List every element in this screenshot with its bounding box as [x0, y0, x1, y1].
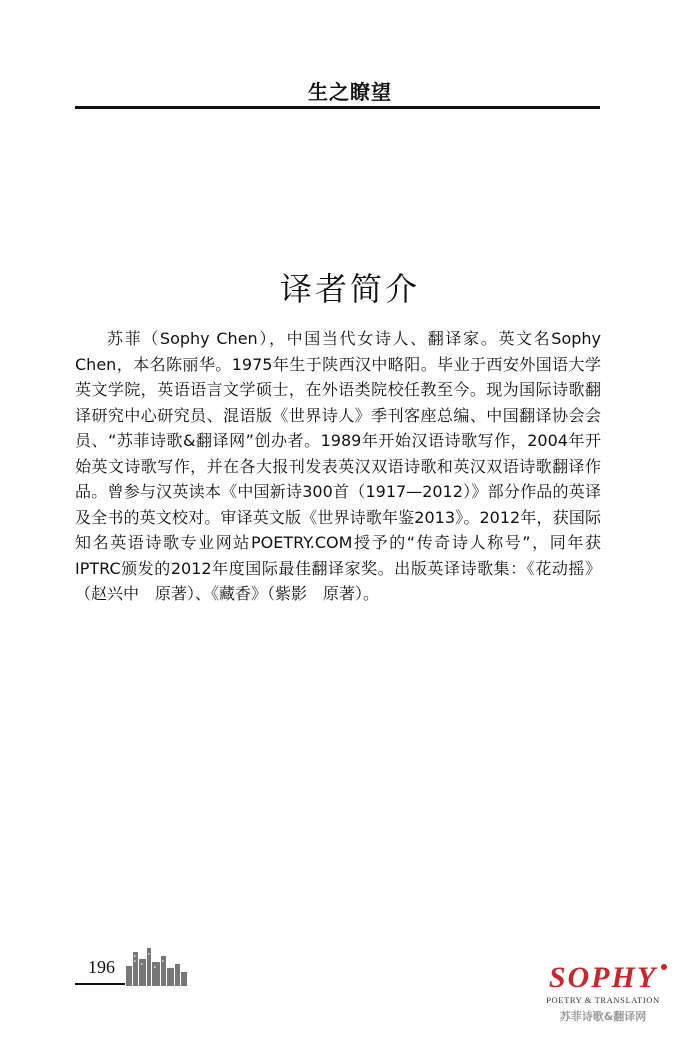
- sophy-logo: [540, 962, 666, 1026]
- logo-subtitle: POETRY & TRANSLATION: [546, 995, 660, 1005]
- logo-word: SOPHY: [548, 961, 658, 994]
- header-rule: [75, 106, 600, 109]
- running-head-title: 生之瞭望: [308, 80, 392, 104]
- page-title: 译者简介: [279, 270, 420, 309]
- footer-rule: [75, 983, 125, 985]
- logo-chinese-name: 苏菲诗歌&翻译网: [559, 1010, 647, 1023]
- translator-bio: 苏菲（Sophy Chen），中国当代女诗人、翻译家。英文名Sophy Chen，本名陈丽华。1975年生于陕西汉中略阳。毕业于西安外国语大学英文学院，英语语言文学硕士，在外语类院校任教至今。现为国际诗歌翻译研究中心研究员、混语版《世界诗人》季刊客座总编、中国翻译协会会员、“苏菲诗歌&翻译网”创办者。1989年开始汉语诗歌写作，2004年开始英文诗歌写作，并在各大报刊发表英汉双语诗歌和英汉双语诗歌翻译作品。曾参与汉英读本《中国新诗300首（1917—2012）》部分作品的英译及全书的英文校对。审译英文版《世界诗歌年鉴2013》。2012年，获国际知名英语诗歌专业网站POETRY.COM授予的“传奇诗人称号”，同年获IPTRC颁发的2012年度国际最佳翻译家奖。出版英译诗歌集：《花动摇》（赵兴中 原著）、《藏香》（紫影 原著）。: [75, 329, 601, 603]
- page-number: 196: [88, 957, 115, 977]
- city-skyline-ornament: [122, 944, 192, 986]
- logo-dot-icon: [661, 964, 667, 970]
